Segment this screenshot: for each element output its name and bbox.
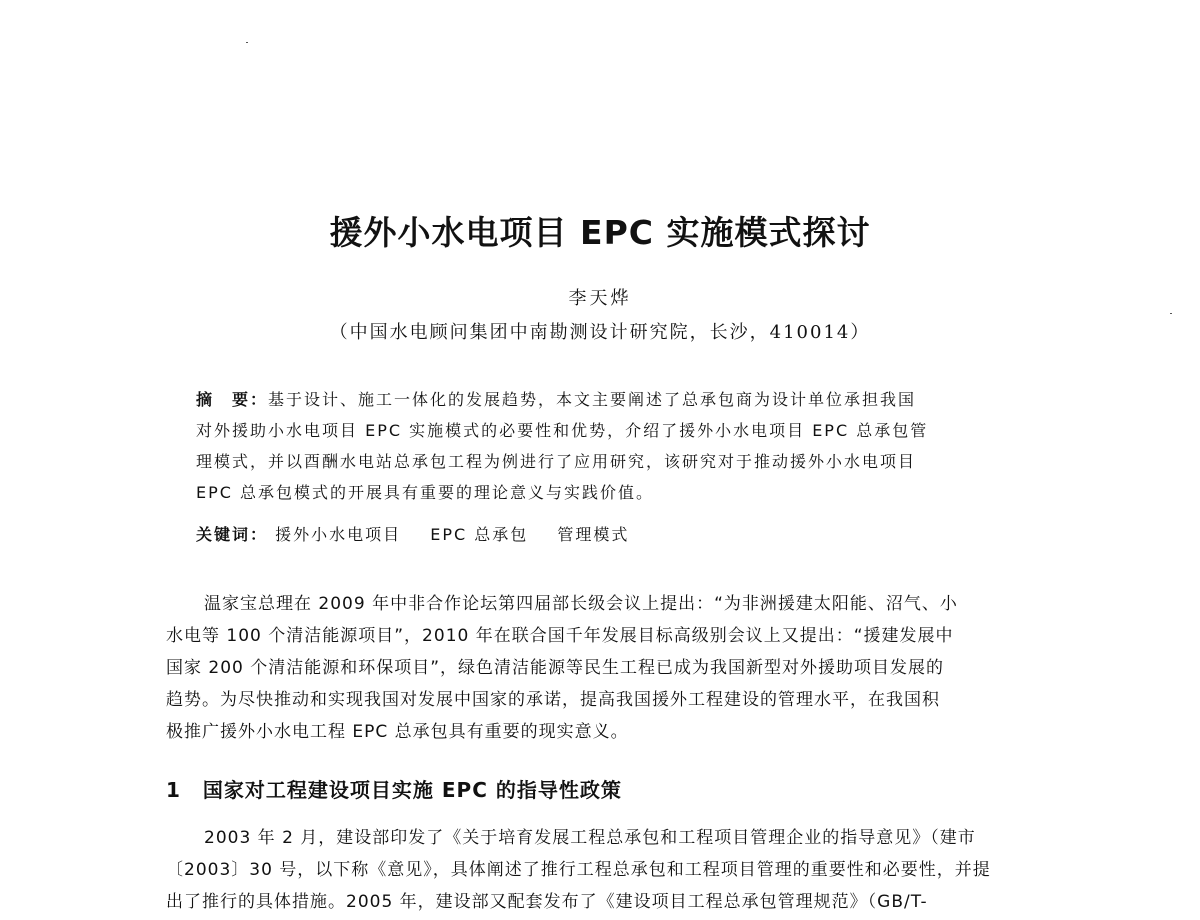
abstract-line: EPC 总承包模式的开展具有重要的理论意义与实践价值。 [196,483,655,502]
author-affiliation: （中国水电顾问集团中南勘测设计研究院，长沙，410014） [329,322,871,343]
keywords [196,522,651,545]
abstract-label: 摘 要： [196,390,269,409]
keyword: EPC 总承包 [430,525,529,544]
paragraph-line: 极推广援外小水电工程 EPC 总承包具有重要的现实意义。 [166,722,629,742]
abstract-line: 对外援助小水电项目 EPC 实施模式的必要性和优势，介绍了援外小水电项目 EPC 总承包管 [196,421,929,440]
section-heading [166,774,622,803]
section-paragraph [166,822,1096,918]
section-title: 国家对工程建设项目实施 EPC 的指导性政策 [202,778,622,802]
paragraph-line: 〔2003〕30 号，以下称《意见》，具体阐述了推行工程总承包和工程项目管理的重要性和必要性，并提 [166,860,991,880]
abstract-line: 理模式，并以酉酬水电站总承包工程为例进行了应用研究，该研究对于推动援外小水电项目 [196,452,917,471]
paragraph-line: 国家 200 个清洁能源和环保项目”，绿色清洁能源等民生工程已成为我国新型对外援助项目发展的 [166,658,945,678]
paragraph-line: 温家宝总理在 2009 年中非合作论坛第四届部长级会议上提出：“为非洲援建太阳能、沼气、小 [204,594,958,614]
paragraph-line: 趋势。为尽快推动和实现我国对发展中国家的承诺，提高我国援外工程建设的管理水平，在我国积 [166,690,940,710]
keyword: 援外小水电项目 [275,525,402,544]
intro-paragraph [166,588,1096,748]
keyword: 管理模式 [557,525,630,544]
author-name: 李天烨 [568,288,632,309]
paragraph-line: 2003 年 2 月，建设部印发了《关于培育发展工程总承包和工程项目管理企业的指导意见》（建市 [204,828,976,848]
scan-speck [246,42,248,43]
paragraph-line: 出了推行的具体措施。2005 年，建设部又配套发布了《建设项目工程总承包管理规范》（GB/T- [166,892,928,912]
paragraph-line: 水电等 100 个清洁能源项目”，2010 年在联合国千年发展目标高级别会议上又提出：“援建发展中 [166,626,954,646]
section-number: 1 [166,778,181,802]
abstract [196,384,1066,508]
paper-title: 援外小水电项目 EPC 实施模式探讨 [329,213,871,252]
keywords-label: 关键词： [196,525,269,544]
scan-speck [1170,313,1172,314]
abstract-line: 摘 要：基于设计、施工一体化的发展趋势，本文主要阐述了总承包商为设计单位承担我国 [196,390,917,409]
